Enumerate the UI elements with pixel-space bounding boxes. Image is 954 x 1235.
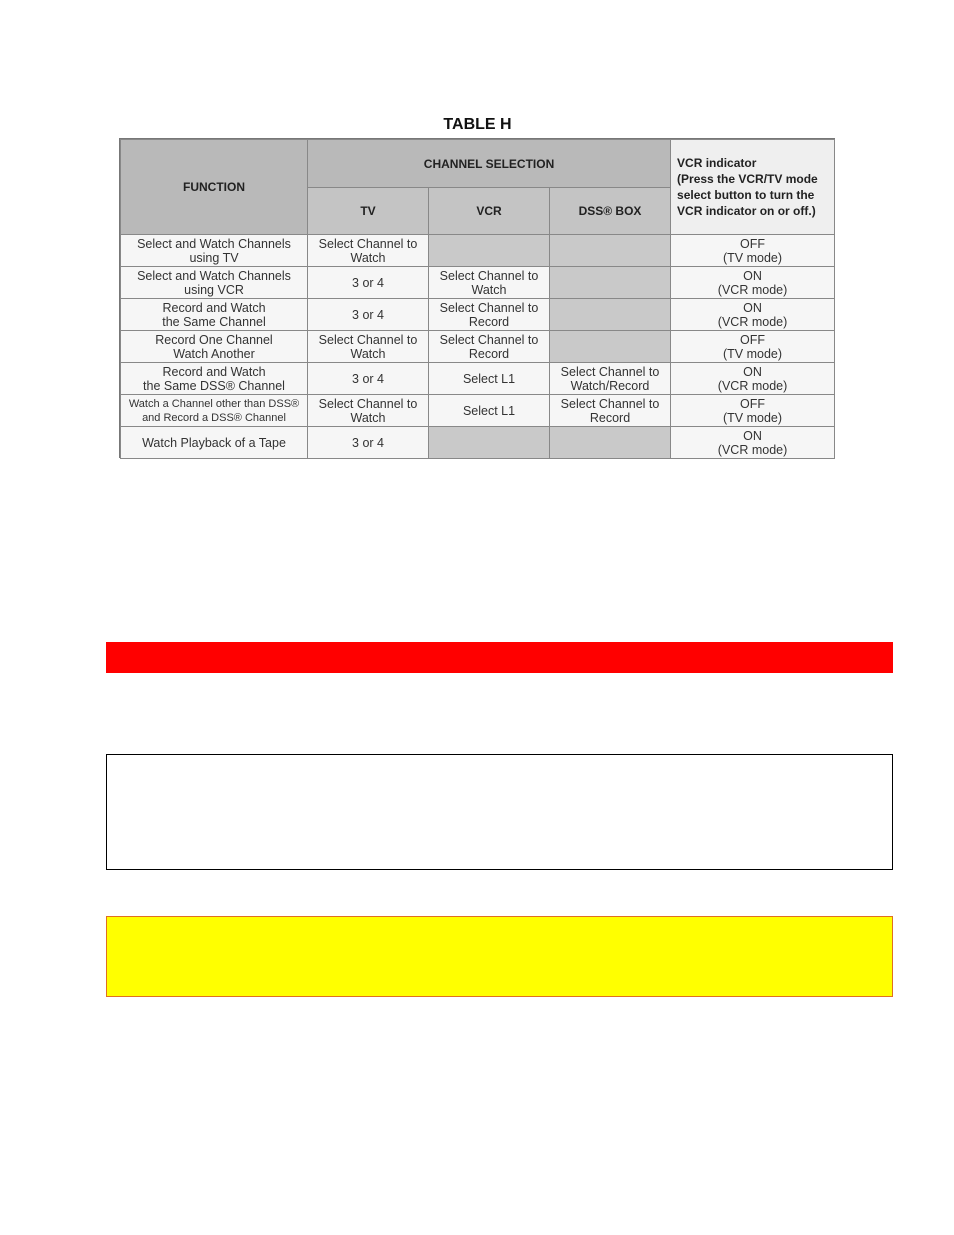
cell-tv bbox=[308, 299, 429, 331]
cell-tv bbox=[308, 267, 429, 299]
cell-dss-line2: Record bbox=[589, 410, 631, 425]
cell-tv bbox=[308, 395, 429, 427]
cell-vcr-line1: Select L1 bbox=[462, 371, 516, 386]
cell-vcr bbox=[429, 299, 550, 331]
caution-box bbox=[106, 916, 893, 997]
cell-function-line2: using TV bbox=[189, 250, 239, 265]
cell-vcr-line2: Record bbox=[468, 346, 510, 361]
cell-function bbox=[121, 235, 308, 267]
cell-vcr bbox=[429, 235, 550, 267]
cell-ind bbox=[671, 363, 835, 395]
table-h-scan bbox=[119, 138, 835, 458]
cell-ind bbox=[671, 331, 835, 363]
header-tv: TV bbox=[308, 188, 429, 235]
cell-tv-line1: Select Channel to bbox=[318, 396, 418, 411]
cell-function bbox=[121, 395, 308, 427]
table-title: TABLE H bbox=[443, 116, 512, 133]
cell-function-line1: Select and Watch Channels bbox=[137, 268, 291, 283]
cell-tv bbox=[308, 235, 429, 267]
cell-vcr bbox=[429, 395, 550, 427]
cell-ind bbox=[671, 299, 835, 331]
cell-ind-line1: ON bbox=[743, 300, 762, 315]
cell-vcr-line1: Select L1 bbox=[462, 403, 516, 418]
cell-function-line1: Watch Playback of a Tape bbox=[142, 435, 286, 450]
cell-tv-line1: 3 or 4 bbox=[352, 435, 384, 450]
cell-function-line2: the Same Channel bbox=[162, 314, 266, 329]
cell-ind bbox=[671, 427, 835, 459]
cell-tv-line2: Watch bbox=[350, 250, 386, 265]
cell-tv-line1: 3 or 4 bbox=[352, 371, 384, 386]
cell-tv-line1: Select Channel to bbox=[318, 332, 418, 347]
table-row bbox=[121, 331, 835, 363]
header-dss-box: DSS® BOX bbox=[550, 188, 671, 235]
cell-function-line2: the Same DSS® Channel bbox=[143, 378, 285, 393]
cell-function-line1: Record and Watch bbox=[162, 300, 266, 315]
table-h bbox=[120, 139, 835, 459]
cell-ind-line2: (TV mode) bbox=[723, 346, 783, 361]
table-row bbox=[121, 427, 835, 459]
cell-ind bbox=[671, 395, 835, 427]
table-row bbox=[121, 267, 835, 299]
cell-ind-line1: OFF bbox=[740, 396, 766, 411]
cell-dss bbox=[550, 395, 671, 427]
header-indicator-note: (Press the VCR/TV mode select button to turn the VCR indicator on or off.) bbox=[677, 172, 818, 218]
cell-ind-line2: (TV mode) bbox=[723, 250, 783, 265]
cell-vcr-line1: Select Channel to bbox=[439, 332, 539, 347]
cell-ind bbox=[671, 267, 835, 299]
cell-function bbox=[121, 363, 308, 395]
cell-ind-line1: ON bbox=[743, 428, 762, 443]
cell-function bbox=[121, 427, 308, 459]
cell-dss-line1: Select Channel to bbox=[560, 396, 660, 411]
cell-vcr-line2: Watch bbox=[471, 282, 507, 297]
cell-vcr-line1: Select Channel to bbox=[439, 300, 539, 315]
cell-ind bbox=[671, 235, 835, 267]
cell-tv-line1: 3 or 4 bbox=[352, 275, 384, 290]
cell-tv-line1: 3 or 4 bbox=[352, 307, 384, 322]
table-row bbox=[121, 363, 835, 395]
cell-ind-line1: OFF bbox=[740, 236, 766, 251]
header-vcr: VCR bbox=[429, 188, 550, 235]
cell-dss bbox=[550, 427, 671, 459]
header-channel-selection: CHANNEL SELECTION bbox=[308, 140, 671, 188]
cell-ind-line1: OFF bbox=[740, 332, 766, 347]
header-indicator bbox=[671, 140, 835, 235]
table-row bbox=[121, 395, 835, 427]
cell-tv-line2: Watch bbox=[350, 410, 386, 425]
cell-tv-line1: Select Channel to bbox=[318, 236, 418, 251]
table-row bbox=[121, 299, 835, 331]
cell-ind-line2: (VCR mode) bbox=[717, 314, 788, 329]
cell-vcr-line2: Record bbox=[468, 314, 510, 329]
cell-ind-line2: (VCR mode) bbox=[717, 282, 788, 297]
cell-ind-line2: (VCR mode) bbox=[717, 378, 788, 393]
cell-function-line2: using VCR bbox=[184, 282, 244, 297]
cell-function bbox=[121, 267, 308, 299]
cell-function-line1: Select and Watch Channels bbox=[137, 236, 291, 251]
cell-ind-line1: ON bbox=[743, 268, 762, 283]
cell-vcr bbox=[429, 363, 550, 395]
cell-dss bbox=[550, 331, 671, 363]
cell-vcr bbox=[429, 331, 550, 363]
cell-function-line1: Watch a Channel other than DSS® bbox=[128, 397, 300, 410]
red-banner bbox=[106, 642, 893, 673]
header-function: FUNCTION bbox=[121, 140, 308, 235]
cell-tv bbox=[308, 427, 429, 459]
cell-tv-line2: Watch bbox=[350, 346, 386, 361]
cell-function bbox=[121, 299, 308, 331]
cell-ind-line1: ON bbox=[743, 364, 762, 379]
cell-ind-line2: (VCR mode) bbox=[717, 442, 788, 457]
cell-dss bbox=[550, 299, 671, 331]
cell-function bbox=[121, 331, 308, 363]
cell-function-line2: and Record a DSS® Channel bbox=[142, 411, 286, 424]
cell-vcr-line1: Select Channel to bbox=[439, 268, 539, 283]
cell-tv bbox=[308, 363, 429, 395]
cell-vcr bbox=[429, 267, 550, 299]
cell-ind-line2: (TV mode) bbox=[723, 410, 783, 425]
cell-vcr bbox=[429, 427, 550, 459]
header-indicator-title: VCR indicator bbox=[677, 156, 757, 170]
cell-dss-line2: Watch/Record bbox=[570, 378, 650, 393]
table-row bbox=[121, 235, 835, 267]
cell-function-line1: Record and Watch bbox=[162, 364, 266, 379]
cell-dss bbox=[550, 267, 671, 299]
cell-function-line1: Record One Channel bbox=[155, 332, 273, 347]
note-box bbox=[106, 754, 893, 870]
cell-dss bbox=[550, 235, 671, 267]
cell-dss-line1: Select Channel to bbox=[560, 364, 660, 379]
cell-function-line2: Watch Another bbox=[173, 346, 255, 361]
cell-dss bbox=[550, 363, 671, 395]
cell-tv bbox=[308, 331, 429, 363]
